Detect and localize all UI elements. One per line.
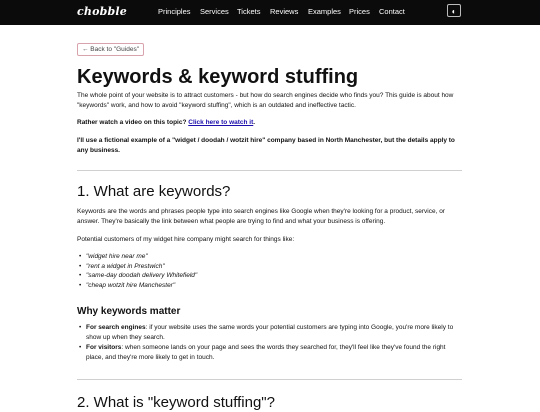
nav-principles[interactable]: Principles — [158, 7, 191, 16]
list-item: • "rent a widget in Prestwich" — [77, 262, 462, 272]
item-label: For search engines — [86, 324, 146, 331]
intro-paragraph: The whole point of your website is to attract customers - but how do search engines decide who finds you? This guide is about how "keywords" work, and how to avoid "keyword stuffing", which is an outdated and ineffective tactic. — [77, 92, 454, 109]
item-label: For visitors — [86, 344, 122, 351]
page-title: Keywords & keyword stuffing — [77, 66, 359, 88]
item-text: : if your website uses the same words your potential customers are typing into Google, you're more likely to show up when they search. — [86, 324, 454, 341]
search-examples-list — [77, 252, 462, 290]
nav-examples[interactable]: Examples — [308, 7, 341, 16]
section-heading-what-are-keywords: 1. What are keywords? — [77, 183, 231, 200]
divider — [77, 379, 462, 380]
nav-reviews[interactable]: Reviews — [270, 7, 299, 16]
back-to-guides-button[interactable]: ← Back to "Guides" — [77, 43, 144, 56]
item-text: : when someone lands on your page and sees the words they searched for, they'll feel like they've found the right place, and they're more likely to get in touch. — [86, 344, 446, 361]
nav-prices[interactable]: Prices — [349, 7, 370, 16]
keywords-definition: Keywords are the words and phrases people type into search engines like Google when they're looking for a product, service, or answer. They're basically the link between what people are trying to find and what your business is offering. — [77, 208, 445, 225]
list-item: • "same-day doodah delivery Whitefield" — [77, 271, 462, 281]
why-matter-list — [77, 323, 462, 362]
section-heading-keyword-stuffing: 2. What is "keyword stuffing"? — [77, 394, 275, 411]
list-item: • "cheap wotzit hire Manchester" — [77, 281, 462, 291]
example-note: I'll use a fictional example of a "widget / doodah / wotzit hire" company based in North Manchester, but the details apply to any business. — [77, 137, 455, 154]
subheading-why-keywords-matter: Why keywords matter — [77, 306, 181, 317]
video-paragraph — [77, 118, 462, 128]
site-logo[interactable]: chobble — [77, 5, 127, 18]
list-item — [77, 343, 462, 362]
nav-contact[interactable]: Contact — [379, 7, 405, 16]
theme-toggle-button[interactable] — [447, 4, 461, 17]
watch-video-link[interactable]: Click here to watch it — [188, 119, 254, 126]
list-item — [77, 323, 462, 342]
nav-tickets[interactable]: Tickets — [237, 7, 261, 16]
theme-toggle-icon: ◐ — [451, 7, 457, 16]
top-navigation-bar — [0, 0, 540, 25]
video-prompt: Rather watch a video on this topic? — [77, 119, 187, 126]
list-item: • "widget hire near me" — [77, 252, 462, 262]
nav-services[interactable]: Services — [200, 7, 229, 16]
video-after: . — [253, 119, 256, 126]
divider — [77, 170, 462, 171]
search-examples-intro: Potential customers of my widget hire company might search for things like: — [77, 236, 295, 243]
